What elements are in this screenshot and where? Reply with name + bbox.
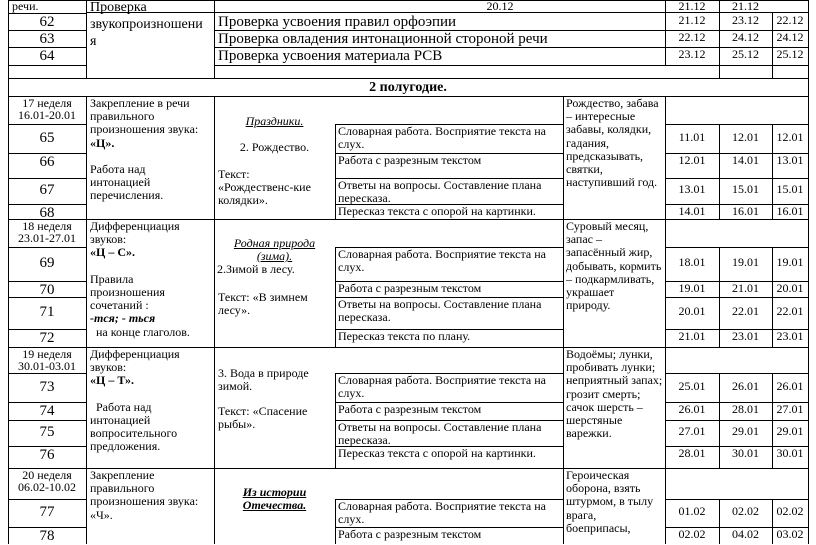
lesson-number: 64	[39, 48, 55, 64]
text-title: «Рождественс-кие	[218, 180, 311, 194]
grid-line	[665, 499, 809, 500]
lesson-number: 62	[39, 14, 55, 30]
date-cell: 21.12	[678, 13, 706, 27]
topic-label: звукопроизношени	[90, 17, 203, 32]
date-cell: 28.01	[678, 446, 706, 460]
topic-label: я	[90, 34, 97, 49]
lesson-work: Работа с разрезным текстом	[338, 281, 482, 295]
date-cell: 22.12	[776, 13, 804, 27]
date-cell: 21.01	[678, 329, 706, 343]
lesson-work: пересказа.	[338, 191, 391, 205]
date-cell: 14.01	[732, 153, 759, 167]
date-cell: 16.01	[732, 204, 759, 218]
topic-text: интонацией	[90, 175, 151, 190]
grid-line	[335, 373, 336, 469]
lesson-work: слух.	[338, 137, 365, 151]
lesson-number: 76	[39, 447, 55, 463]
date-cell: 23.12	[678, 47, 706, 61]
theme-title: (зима).	[256, 249, 293, 263]
topic-text: «Ц – Т».	[90, 373, 135, 388]
date-cell: 01.02	[678, 504, 706, 518]
date-cell: 15.01	[732, 182, 759, 196]
date-cell: 28.01	[732, 402, 759, 416]
vocabulary-text: – подкармливать,	[566, 271, 655, 286]
vocabulary-text: – интересные	[566, 109, 636, 124]
column-label: речи.	[12, 0, 39, 13]
topic-text: произношения звука:	[90, 494, 199, 509]
date-cell: 24.12	[732, 30, 759, 44]
lesson-work: Работа с разрезным текстом	[338, 527, 482, 541]
topic-text: Дифференциация	[90, 219, 180, 233]
date-cell: 20.01	[776, 281, 804, 295]
date-cell: 26.01	[732, 378, 759, 393]
topic-text: Дифференциация	[90, 347, 180, 361]
date-cell: 19.01	[678, 281, 706, 295]
theme-subtitle: зимой.	[218, 379, 253, 393]
topic-text: Работа над	[90, 162, 146, 176]
topic-text: Работа над	[96, 399, 152, 414]
date-cell: 11.01	[678, 129, 706, 144]
date-cell: 13.01	[776, 153, 804, 167]
date-cell: 25.12	[776, 47, 804, 61]
vocabulary-text: забавы, колядки,	[566, 122, 652, 137]
grid-line	[665, 373, 809, 374]
vocabulary-text: шерстяные	[566, 413, 623, 427]
date-cell: 04.02	[732, 527, 759, 541]
lesson-work: Работа с разрезным текстом	[338, 402, 482, 416]
topic-label: Проверка	[90, 0, 147, 15]
topic-text: «Ц – С».	[90, 245, 135, 260]
lesson-work: Работа с разрезным текстом	[338, 153, 482, 167]
grid-line	[335, 499, 336, 544]
grid-line	[808, 0, 809, 544]
week-label: 17 неделя	[22, 96, 72, 110]
vocabulary-text: оборона, взять	[566, 481, 641, 496]
lesson-work: Ответы на вопросы. Составление плана	[338, 178, 542, 192]
lesson-work: Проверка усвоения правил орфоэпии	[218, 14, 457, 30]
vocabulary-text: врага,	[566, 507, 597, 522]
grid-line	[335, 124, 336, 220]
text-title: Текст:	[218, 167, 250, 181]
date-cell: 19.01	[776, 255, 804, 269]
grid-line	[563, 96, 564, 220]
date-cell: 25.12	[732, 47, 759, 61]
lesson-number: 69	[39, 255, 55, 271]
lesson-number: 77	[39, 504, 55, 520]
topic-text: на конце глаголов.	[96, 324, 190, 339]
date-cell: 15.01	[776, 182, 804, 196]
date-cell: 21.01	[732, 281, 759, 295]
topic-text: «Ч».	[90, 507, 113, 522]
lesson-work: пересказа.	[338, 433, 391, 447]
date-cell: 02.02	[732, 504, 759, 518]
date-cell: 25.01	[678, 378, 706, 393]
lesson-work: Ответы на вопросы. Составление плана	[338, 297, 542, 311]
lesson-work: слух.	[338, 512, 365, 526]
grid-line	[8, 247, 87, 248]
theme-subtitle: 3. Вода в природе	[218, 366, 309, 380]
grid-line	[563, 468, 564, 544]
date-cell: 30.01	[776, 446, 804, 460]
grid-line	[665, 297, 809, 298]
date-cell: 20.01	[678, 304, 706, 318]
vocabulary-text: сачок шерсть –	[566, 399, 643, 414]
date-cell: 23.01	[732, 329, 759, 343]
grid-line	[8, 499, 87, 500]
topic-text: Закрепление	[90, 468, 155, 482]
vocabulary-text: штурмом, в тылу	[566, 494, 654, 509]
topic-text: интонацией	[90, 413, 151, 427]
date-cell: 26.01	[776, 378, 804, 393]
grid-line	[335, 247, 336, 348]
date-cell: 21.12	[678, 0, 706, 13]
lesson-number: 63	[39, 31, 55, 47]
date-cell: 13.01	[678, 182, 706, 196]
vocabulary-text: запас –	[566, 232, 602, 247]
grid-line	[86, 96, 87, 220]
lesson-work: Словарная работа. Восприятие текста на	[338, 373, 546, 387]
grid-line	[86, 347, 87, 469]
grid-line	[665, 247, 809, 248]
text-title: лесу».	[218, 303, 251, 317]
vocabulary-text: украшает	[566, 285, 615, 299]
date-cell: 30.01	[732, 446, 759, 460]
text-title: Текст: «В зимнем	[218, 290, 308, 304]
week-label: 19 неделя	[22, 347, 72, 361]
topic-text: «Ц».	[90, 135, 115, 150]
vocabulary-text: добывать, кормить	[566, 258, 662, 273]
lesson-work: Словарная работа. Восприятие текста на	[338, 247, 546, 261]
text-title: рыбы».	[218, 417, 256, 431]
lesson-number: 73	[39, 378, 55, 395]
grid-line	[8, 78, 809, 79]
lesson-work: Пересказ текста с опорой на картинки.	[338, 204, 536, 218]
vocabulary-text: варежки.	[566, 426, 612, 441]
date-cell: 29.01	[732, 424, 759, 438]
lesson-work: Проверка усвоения материала РСВ	[218, 48, 443, 64]
week-dates: 06.02-10.02	[18, 480, 76, 494]
vocabulary-text: Суровый месяц,	[566, 219, 649, 233]
vocabulary-text: природу.	[566, 298, 611, 313]
lesson-number: 65	[39, 129, 55, 146]
date-cell: 22.01	[732, 304, 759, 318]
vocabulary-text: предсказывать,	[566, 148, 644, 163]
lesson-work: слух.	[338, 386, 365, 400]
vocabulary-text: боеприпасы,	[566, 520, 631, 535]
vocabulary-text: неприятный запах;	[566, 373, 663, 388]
topic-text: звуков:	[90, 232, 127, 247]
lesson-work: Ответы на вопросы. Составление плана	[338, 420, 542, 434]
date-cell: 21.12	[732, 0, 759, 13]
vocabulary-text: пробивать лунки;	[566, 360, 656, 375]
theme-title: Из истории	[242, 485, 307, 499]
topic-text: звуков:	[90, 360, 127, 375]
lesson-work: Пересказ текста по плану.	[338, 329, 471, 343]
lesson-work: слух.	[338, 260, 365, 274]
topic-text: произношения звука:	[90, 122, 199, 137]
date-cell: 24.12	[776, 30, 804, 44]
date-cell: 23.12	[732, 13, 759, 27]
theme-title: Праздники.	[245, 114, 304, 128]
vocabulary-text: грозит смерть;	[566, 386, 641, 401]
grid-line	[86, 468, 87, 544]
grid-line	[563, 347, 564, 469]
date-cell: 19.01	[732, 255, 759, 269]
theme-title: Отечества.	[242, 498, 307, 512]
topic-text: вопросительного	[90, 426, 178, 441]
grid-line	[86, 0, 87, 79]
text-title: колядки».	[218, 193, 268, 207]
date-cell: 16.01	[776, 204, 804, 218]
date-cell: 27.01	[678, 424, 706, 438]
week-dates: 23.01-27.01	[18, 231, 76, 245]
theme-subtitle: 2.Зимой в лесу.	[217, 262, 295, 276]
week-dates: 16.01-20.01	[18, 108, 76, 122]
topic-text: Закрепление в речи	[90, 96, 190, 110]
lesson-number: 70	[39, 282, 55, 298]
theme-subtitle: 2. Рождество.	[239, 140, 310, 154]
lesson-number: 78	[39, 528, 55, 544]
lesson-number: 68	[39, 205, 55, 221]
lesson-number: 72	[39, 330, 55, 346]
date-cell: 14.01	[678, 204, 706, 218]
grid-line	[665, 124, 809, 125]
date-cell: 02.02	[776, 504, 804, 518]
lesson-work: Проверка овладения интонационной стороной речи	[218, 31, 548, 47]
topic-text: перечисления.	[90, 188, 164, 203]
vocabulary-text: гадания,	[566, 135, 610, 150]
text-title: Текст: «Спасение	[218, 404, 308, 418]
week-label: 20 неделя	[22, 468, 72, 482]
date-cell: 22.01	[776, 304, 804, 318]
topic-text: -тся; - ться	[90, 311, 156, 326]
date-cell: 02.02	[678, 527, 706, 541]
date-cell: 22.12	[678, 30, 706, 44]
lesson-number: 75	[39, 424, 55, 440]
grid-line	[8, 178, 87, 179]
date-cell: 12.01	[678, 153, 706, 167]
grid-line	[8, 124, 87, 125]
topic-text: предложения.	[90, 439, 161, 454]
date-cell: 27.01	[776, 402, 804, 416]
lesson-work: Словарная работа. Восприятие текста на	[338, 124, 546, 138]
grid-line	[665, 178, 809, 179]
grid-line	[665, 420, 809, 421]
date-cell: 20.12	[486, 0, 514, 13]
lesson-number: 67	[39, 182, 55, 198]
date-cell: 29.01	[776, 424, 804, 438]
lesson-work: Пересказ текста с опорой на картинки.	[338, 446, 536, 460]
lesson-work: пересказа.	[338, 310, 391, 324]
topic-text: сочетаний :	[90, 298, 149, 313]
week-label: 18 неделя	[22, 219, 72, 233]
lesson-number: 74	[39, 403, 55, 419]
vocabulary-text: Героическая	[566, 468, 630, 482]
topic-text: произношения	[90, 285, 165, 299]
lesson-work: Словарная работа. Восприятие текста на	[338, 499, 546, 513]
half-year-heading: 2 полугодие.	[369, 80, 447, 95]
theme-title: Родная природа	[233, 236, 316, 250]
vocabulary-text: святки,	[566, 162, 603, 176]
lesson-number: 66	[39, 154, 55, 170]
date-cell: 23.01	[776, 329, 804, 343]
date-cell: 03.02	[776, 527, 804, 541]
vocabulary-text: Рождество, забава	[566, 96, 659, 110]
date-cell: 26.01	[678, 402, 706, 416]
vocabulary-text: запасённый жир,	[566, 245, 653, 260]
date-cell: 12.01	[776, 129, 804, 144]
date-cell: 18.01	[678, 255, 706, 269]
topic-text: правильного	[90, 109, 155, 124]
lesson-number: 71	[39, 304, 55, 320]
vocabulary-text: Водоёмы; лунки,	[566, 347, 653, 361]
grid-line	[214, 0, 215, 79]
date-cell: 12.01	[732, 129, 759, 144]
week-dates: 30.01-03.01	[18, 359, 76, 373]
topic-text: Правила	[90, 271, 134, 286]
vocabulary-text: наступивший год.	[566, 175, 658, 190]
grid-line	[214, 347, 215, 469]
topic-text: правильного	[90, 481, 155, 496]
